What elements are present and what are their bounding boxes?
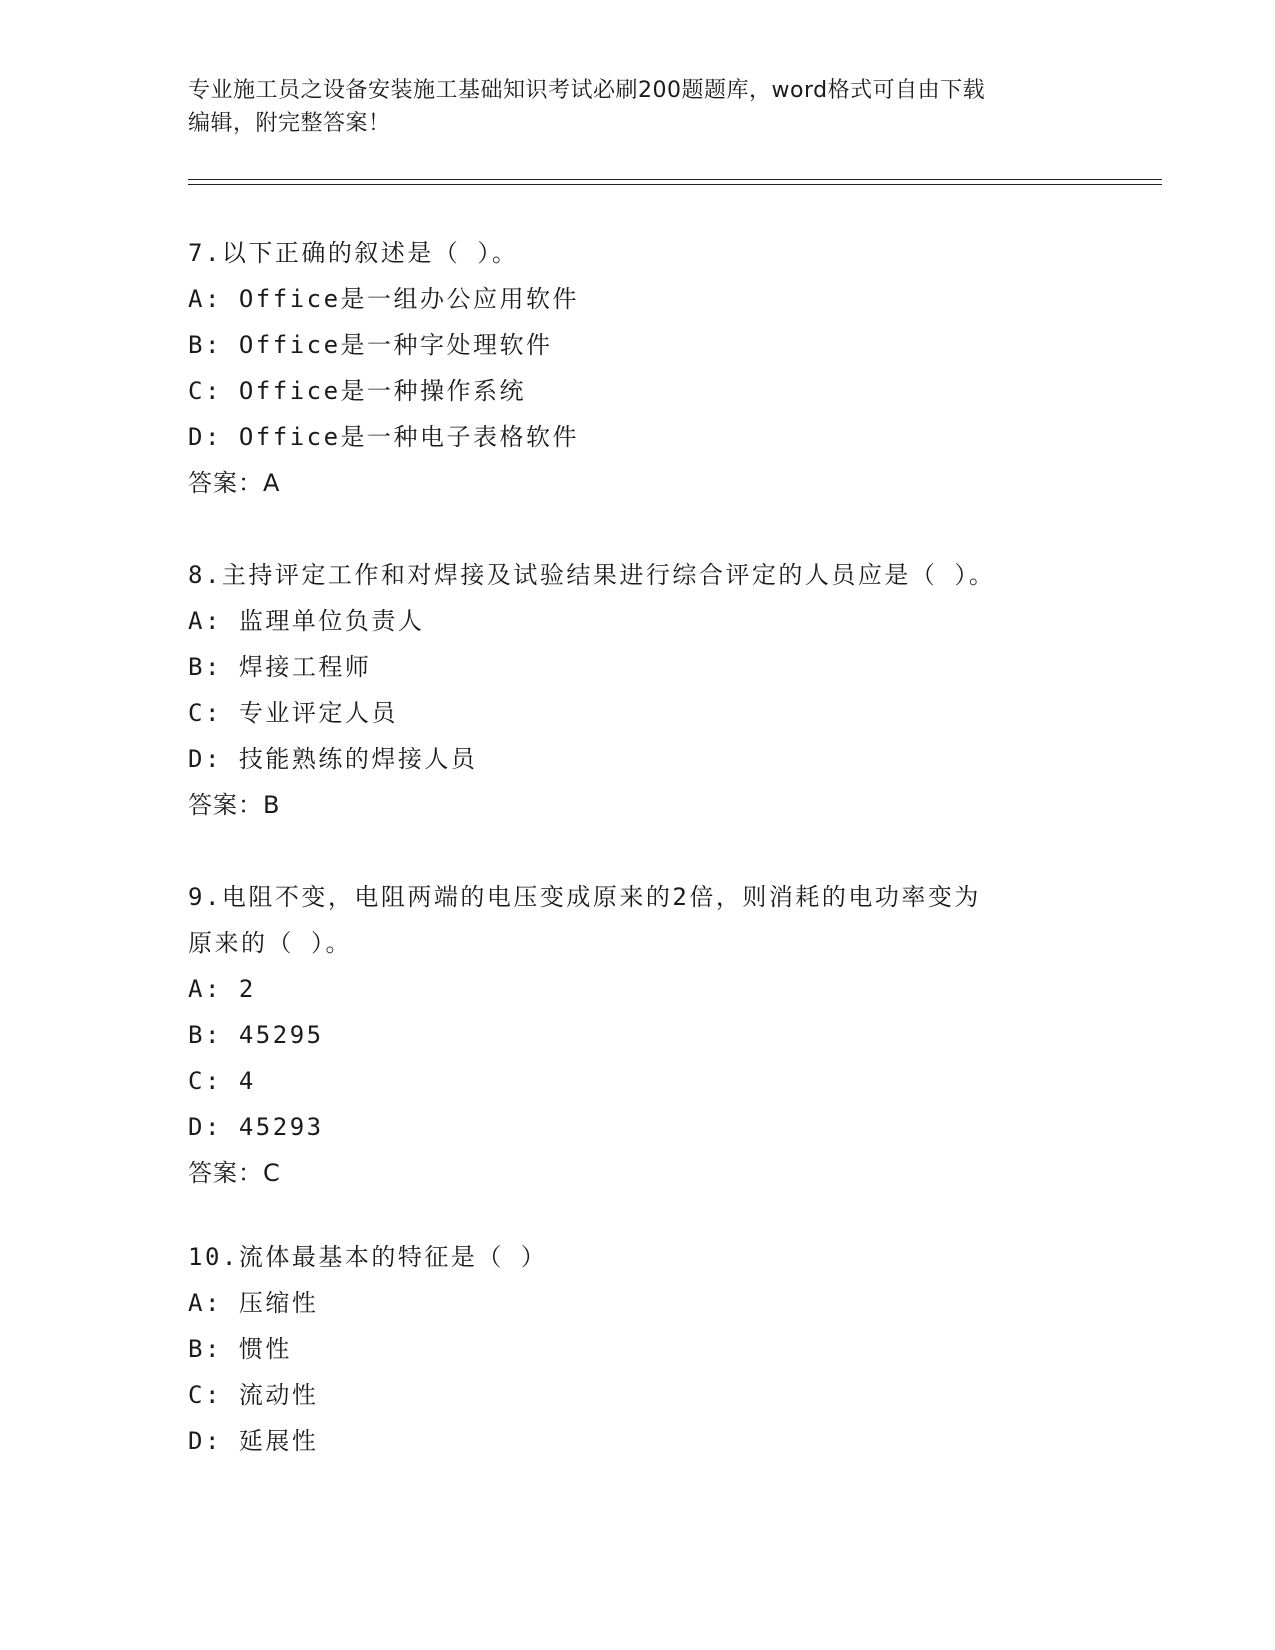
option-letter: A: bbox=[188, 1289, 222, 1317]
option-text: 45295 bbox=[238, 1021, 324, 1049]
option-letter: C: bbox=[188, 1381, 222, 1409]
option-d bbox=[188, 736, 1088, 782]
option-text: 监理单位负责人 bbox=[238, 607, 425, 635]
option-a bbox=[188, 598, 1088, 644]
option-c bbox=[188, 1372, 1088, 1418]
option-letter: C: bbox=[188, 1067, 222, 1095]
option-text: 流动性 bbox=[238, 1381, 319, 1409]
question-10 bbox=[188, 1234, 1088, 1464]
option-text: 压缩性 bbox=[238, 1289, 319, 1317]
option-text: 技能熟练的焊接人员 bbox=[238, 745, 478, 773]
option-d bbox=[188, 1104, 1088, 1150]
question-7 bbox=[188, 230, 1088, 506]
option-text: Office是一种电子表格软件 bbox=[238, 423, 580, 451]
option-letter: B: bbox=[188, 653, 222, 681]
option-letter: B: bbox=[188, 1021, 222, 1049]
question-stem: 8.主持评定工作和对焊接及试验结果进行综合评定的人员应是（ ）。 bbox=[188, 561, 996, 589]
question-stem: 7.以下正确的叙述是（ ）。 bbox=[188, 239, 519, 267]
option-a bbox=[188, 966, 1088, 1012]
option-letter: D: bbox=[188, 745, 222, 773]
question-stem: 9.电阻不变，电阻两端的电压变成原来的2倍，则消耗的电功率变为 bbox=[188, 883, 981, 911]
question-stem-continued: 原来的（ ）。 bbox=[188, 929, 352, 957]
option-letter: C: bbox=[188, 699, 222, 727]
option-text: Office是一种字处理软件 bbox=[238, 331, 553, 359]
answer-text: 答案：C bbox=[188, 1159, 281, 1187]
option-letter: A: bbox=[188, 285, 222, 313]
option-text: 2 bbox=[238, 975, 256, 1003]
option-d bbox=[188, 1418, 1088, 1464]
header-divider-top bbox=[188, 179, 1162, 180]
option-letter: A: bbox=[188, 975, 222, 1003]
document-header bbox=[188, 74, 1068, 140]
option-c bbox=[188, 690, 1088, 736]
option-text: 延展性 bbox=[238, 1427, 319, 1455]
answer-text: 答案：B bbox=[188, 791, 281, 819]
option-b bbox=[188, 1012, 1088, 1058]
option-text: Office是一种操作系统 bbox=[238, 377, 527, 405]
option-text: 专业评定人员 bbox=[238, 699, 398, 727]
option-letter: C: bbox=[188, 377, 222, 405]
option-letter: D: bbox=[188, 423, 222, 451]
option-letter: B: bbox=[188, 1335, 222, 1363]
question-8 bbox=[188, 552, 1088, 828]
option-c bbox=[188, 368, 1088, 414]
option-text: 45293 bbox=[238, 1113, 324, 1141]
option-c bbox=[188, 1058, 1088, 1104]
option-text: 4 bbox=[238, 1067, 256, 1095]
answer-text: 答案：A bbox=[188, 469, 281, 497]
option-a bbox=[188, 276, 1088, 322]
option-text: 惯性 bbox=[238, 1335, 292, 1363]
option-a bbox=[188, 1280, 1088, 1326]
question-stem: 10.流体最基本的特征是（ ） bbox=[188, 1243, 548, 1271]
option-letter: B: bbox=[188, 331, 222, 359]
option-letter: A: bbox=[188, 607, 222, 635]
option-letter: D: bbox=[188, 1427, 222, 1455]
question-9 bbox=[188, 874, 1088, 1196]
header-title-line-1: 专业施工员之设备安装施工基础知识考试必刷200题题库，word格式可自由下载 bbox=[188, 78, 986, 103]
option-b bbox=[188, 644, 1088, 690]
header-title-line-2: 编辑，附完整答案！ bbox=[188, 111, 391, 136]
option-b bbox=[188, 1326, 1088, 1372]
option-b bbox=[188, 322, 1088, 368]
option-text: Office是一组办公应用软件 bbox=[238, 285, 580, 313]
option-d bbox=[188, 414, 1088, 460]
option-letter: D: bbox=[188, 1113, 222, 1141]
option-text: 焊接工程师 bbox=[238, 653, 372, 681]
header-divider-bottom bbox=[188, 184, 1162, 185]
